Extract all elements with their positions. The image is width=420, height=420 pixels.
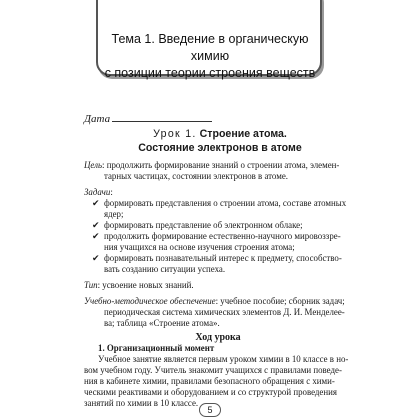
task-item-line-2: ния учащихся на основе изучения строения атома; bbox=[104, 242, 295, 252]
task-item-line-1: формировать представления о строении атома, составе атомных bbox=[104, 198, 347, 208]
type-paragraph bbox=[84, 280, 352, 291]
paragraph-line: Учебное занятие является первым уроком химии в 10 классе в но- bbox=[98, 354, 349, 364]
goal-line-2: тарных частицах, состоянии электронов в атоме. bbox=[104, 171, 288, 181]
section-heading: 1. Организационный момент bbox=[98, 343, 215, 353]
support-paragraph bbox=[84, 296, 352, 307]
date-label: Дата bbox=[84, 113, 111, 125]
date-field bbox=[84, 111, 212, 125]
tasks-label: Задачи bbox=[84, 187, 111, 197]
paragraph-line: ческими реактивами и оборудованием и со структурой проведения bbox=[84, 387, 337, 397]
task-item-line-1: формировать представление об электронном облаке; bbox=[104, 220, 303, 230]
checkmark-icon: ✔ bbox=[92, 231, 100, 241]
lesson-number: Урок 1. bbox=[153, 128, 197, 140]
paragraph-line: ния в кабинете химии, правилами безопасного обращения с хими- bbox=[84, 376, 335, 386]
goal-paragraph bbox=[84, 160, 352, 171]
task-item bbox=[84, 220, 352, 231]
topic-title-line-2: с позиции теории строения веществ bbox=[104, 66, 316, 80]
lesson-title-line-2: Состояние электронов в атоме bbox=[138, 142, 302, 154]
support-line-2: периодическая система химических элементов Д. И. Менделее- bbox=[104, 307, 345, 317]
page-number: 5 bbox=[199, 403, 221, 417]
lesson-heading bbox=[90, 127, 350, 155]
checkmark-icon: ✔ bbox=[92, 220, 100, 230]
tasks-label-paragraph: Задачи: bbox=[84, 187, 113, 197]
goal-line-1: : продолжить формирование знаний о строении атома, элемен- bbox=[102, 160, 340, 170]
task-item-line-1: продолжить формирование естественно-научного мировоззре- bbox=[104, 231, 341, 241]
lesson-title-line-1: Строение атома. bbox=[199, 128, 287, 140]
support-label: Учебно-методическое обеспечение bbox=[84, 296, 216, 306]
support-line-1: : учебное пособие; сборник задач; bbox=[215, 296, 345, 306]
goal-label: Цель bbox=[84, 160, 103, 170]
paragraph-line: занятий по химии в 10 классе. bbox=[84, 398, 199, 408]
task-item-line-1: формировать познавательный интерес к предмету, способство- bbox=[104, 253, 342, 263]
task-item-line-2: ядер; bbox=[104, 209, 124, 219]
checkmark-icon: ✔ bbox=[92, 253, 100, 263]
type-text: : усвоение новых знаний. bbox=[97, 280, 194, 290]
task-item bbox=[84, 231, 352, 253]
type-label: Тип bbox=[84, 280, 98, 290]
paragraph-line: вом учебном году. Учитель знакомит учащихся с правилами поведе- bbox=[84, 365, 342, 375]
topic-title-line-1: Тема 1. Введение в органическую химию bbox=[111, 32, 309, 63]
task-item bbox=[84, 198, 352, 220]
course-heading: Ход урока bbox=[195, 332, 241, 343]
lesson-body bbox=[84, 160, 352, 409]
task-item bbox=[84, 253, 352, 275]
date-underline bbox=[112, 111, 212, 122]
topic-title bbox=[100, 31, 320, 82]
support-line-3: ва; таблица «Строение атома». bbox=[104, 318, 220, 328]
task-item-line-2: вать созданию ситуации успеха. bbox=[104, 264, 226, 274]
checkmark-icon: ✔ bbox=[92, 198, 100, 208]
